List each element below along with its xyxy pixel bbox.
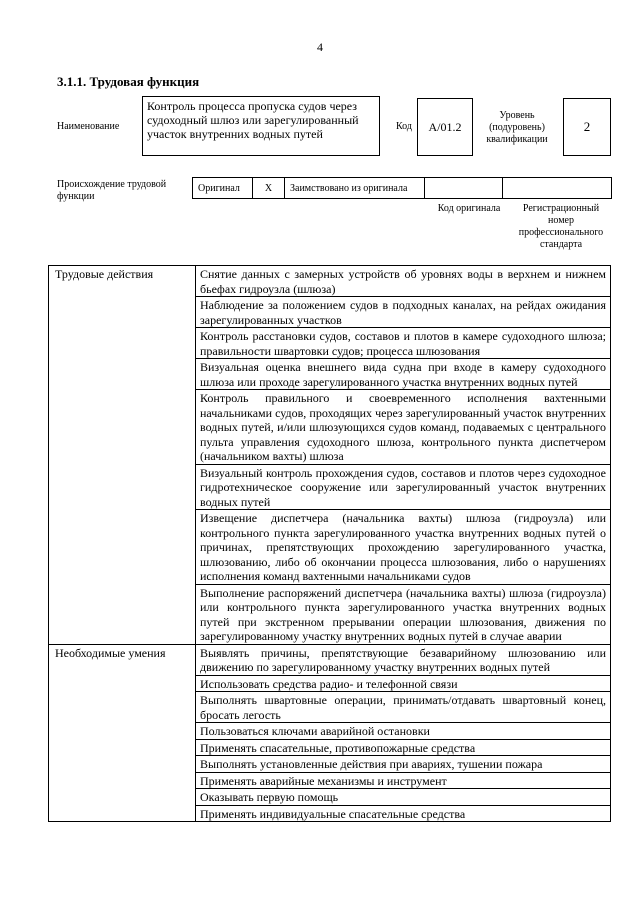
origin-label: Происхождение трудовой функции	[57, 179, 167, 202]
page-number: 4	[317, 40, 323, 54]
labor-action-item: Выполнение распоряжений диспетчера (начальника вахты) шлюза (гидроузла) или контрольного пункта зарегулированного участка внутренних водных путей при экстренном прерывании операции шлюзования, движения по зарегулированному участку внутренних водных путей в случае аварии	[196, 584, 611, 644]
skill-item: Выявлять причины, препятствующие безаварийному шлюзованию или движению по зарегулированному участку внутренних водных путей	[196, 644, 611, 675]
labor-action-item: Визуальный контроль прохождения судов, составов и плотов через судоходное гидротехническое сооружение или зарегулированный участок внутренних водных путей	[196, 464, 611, 510]
labor-action-item: Контроль расстановки судов, составов и плотов в камере судоходного шлюза; правильности швартовки судов; процесса шлюзования	[196, 328, 611, 359]
function-table	[48, 265, 611, 822]
origin-row	[192, 177, 612, 199]
skill-item: Пользоваться ключами аварийной остановки	[196, 723, 611, 740]
code-label: Код	[396, 121, 412, 132]
skill-item: Оказывать первую помощь	[196, 789, 611, 806]
original-code-caption: Код оригинала	[437, 203, 501, 214]
level-label: Уровень (подуровень) квалификации	[486, 110, 548, 145]
skill-item: Выполнять швартовные операции, принимать/отдавать швартовный конец, бросать легость	[196, 692, 611, 723]
section-title: 3.1.1. Трудовая функция	[57, 74, 200, 89]
skill-item: Применять аварийные механизмы и инструмент	[196, 772, 611, 789]
reg-number-cell	[502, 177, 612, 199]
skill-item: Выполнять установленные действия при авариях, тушении пожара	[196, 756, 611, 773]
labor-action-label: Трудовые действия	[49, 266, 196, 645]
skill-label: Необходимые умения	[49, 644, 196, 822]
skill-item: Применять индивидуальные спасательные средства	[196, 805, 611, 822]
code-value: A/01.2	[417, 98, 473, 156]
skill-row	[49, 644, 611, 675]
labor-action-item: Визуальная оценка внешнего вида судна при входе в камеру судоходного шлюза или проходе зарегулированного участка внутренних водных путей	[196, 359, 611, 390]
level-value: 2	[563, 98, 611, 156]
labor-action-item: Извещение диспетчера (начальника вахты) шлюза (гидроузла) или контрольного пункта зарегулированного участка внутренних водных путей о причинах, препятствующих прохождению зарегулированного участка, шлюзованию, либо об окончании процесса шлюзования, либо о нарушениях исполнения команд вахтенными начальниками судов	[196, 510, 611, 585]
origin-original: Оригинал	[192, 177, 252, 199]
labor-action-item: Наблюдение за положением судов в подходных каналах, на рейдах ожидания зарегулированных участков	[196, 297, 611, 328]
skill-item: Применять спасательные, противопожарные средства	[196, 739, 611, 756]
original-code-cell	[424, 177, 502, 199]
labor-action-item: Снятие данных с замерных устройств об уровнях воды в верхнем и нижнем бьефах гидроузла (шлюза)	[196, 266, 611, 297]
function-name: Контроль процесса пропуска судов через судоходный шлюз или зарегулированный участок внутренних водных путей	[142, 96, 380, 156]
name-label: Наименование	[57, 121, 120, 132]
labor-action-item: Контроль правильного и своевременного исполнения вахтенными начальниками судов, проходящих через зарегулированный участок внутренних водных путей, и/или шлюзующихся судов команд, подаваемых с центрального пульта управления судоходного шлюза, контрольного пункта диспетчером (начальником вахты) шлюза	[196, 390, 611, 465]
labor-action-row	[49, 266, 611, 297]
reg-number-caption: Регистрационный номер профессионального стандарта	[518, 203, 604, 250]
origin-mark: X	[252, 177, 284, 199]
skill-item: Использовать средства радио- и телефонной связи	[196, 675, 611, 692]
origin-borrowed: Заимствовано из оригинала	[284, 177, 424, 199]
